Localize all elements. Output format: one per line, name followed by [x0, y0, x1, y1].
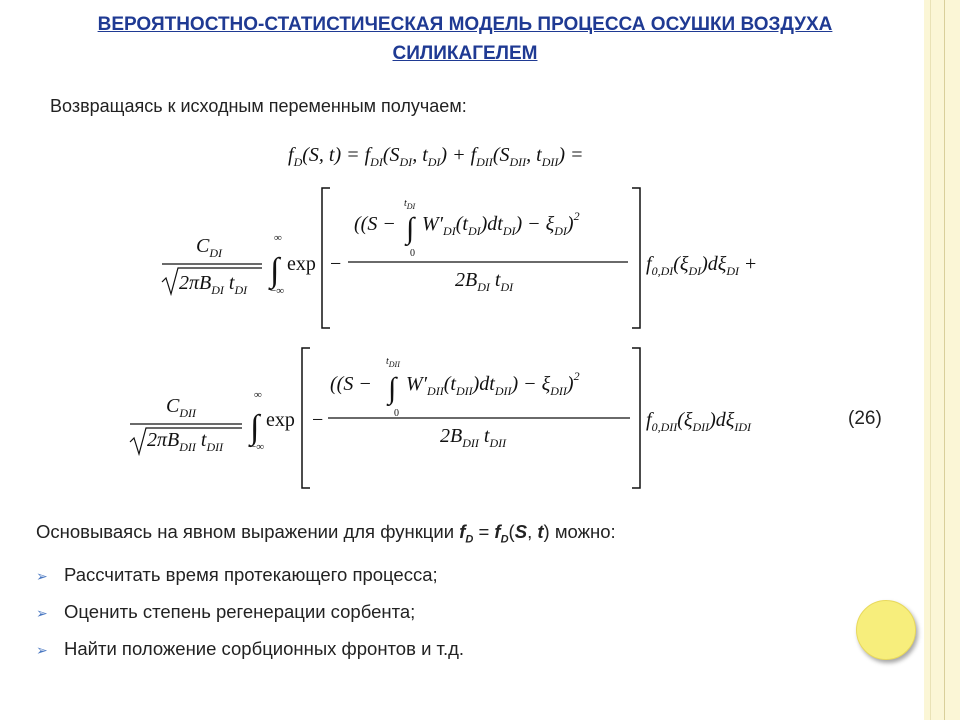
- equation-number: (26): [848, 408, 882, 429]
- svg-text:((S −: ((S −: [330, 373, 372, 395]
- bullet-arrow-icon: ➢: [36, 568, 48, 584]
- b2-int-lower: −∞: [250, 441, 265, 453]
- b1-inner-lower: 0: [410, 248, 415, 259]
- formula-line-1: [280, 136, 690, 176]
- gutter-rule-inner: [930, 0, 931, 720]
- b2-inner-lower: 0: [394, 408, 399, 419]
- svg-text:CDII: $C_{DII}$: [166, 395, 197, 420]
- bullet-item: ➢ Рассчитать время протекающего процесса;: [36, 563, 464, 600]
- svg-text:2πBDI tDI: $2\pi B_{DI}$ $t_{DI}$: [179, 272, 248, 297]
- explanation-paragraph: Основываясь на явном выражении для функции $f_D = f_D(S$, t) можно:: [36, 521, 616, 546]
- slide-title-line2: СИЛИКАГЕЛЕМ: [392, 43, 538, 64]
- b1-int-lower: −∞: [270, 285, 285, 297]
- bullet-list: [36, 563, 464, 674]
- b2-integral-sign: ∫: [250, 409, 260, 446]
- bullet-arrow-icon: ➢: [36, 642, 48, 658]
- b1-left-bracket: [322, 188, 330, 328]
- b1-coef-num: C: [196, 235, 210, 257]
- svg-text:W′DI(tDI)dtDI) − ξDI)2: $W'_{DI}(t_{DI})dt_{DI}) - \xi_{DI})^2$: [422, 209, 580, 238]
- b2-coef-num: C: [166, 395, 180, 417]
- bullet-arrow-icon: ➢: [36, 605, 48, 621]
- b1-inner-upper: $t_{DI}$: [404, 198, 416, 211]
- b1-right-bracket: [632, 188, 640, 328]
- formula-block-2: [120, 346, 800, 496]
- b1-integral-sign: ∫: [270, 252, 280, 289]
- svg-text:2BDI tDI: $2B_{DI}$ $t_{DI}$: [455, 269, 514, 294]
- slide-title-line1: ВЕРОЯТНОСТНО-СТАТИСТИЧЕСКАЯ МОДЕЛЬ ПРОЦЕССА ОСУШКИ ВОЗДУХА: [97, 14, 833, 35]
- bullet-item: ➢ Оценить степень регенерации сорбента;: [36, 600, 464, 637]
- b2-exp: exp: [266, 409, 295, 431]
- svg-text:f0,DII(ξDII)dξIDI: $f_{0,DII}(\xi_{DII})d\xi_{IDI}$: [646, 409, 752, 434]
- b2-int-upper: ∞: [254, 389, 262, 401]
- b2-left-bracket: [302, 348, 310, 488]
- b2-inner-integral: ∫: [388, 372, 397, 405]
- b1-exp: exp: [287, 253, 316, 275]
- b1-int-upper: ∞: [274, 232, 282, 244]
- slide-title: [30, 10, 900, 68]
- svg-text:2BDII tDII: $2B_{DII}$ $t_{DII}$: [440, 425, 507, 450]
- gutter-rule-outer: [944, 0, 945, 720]
- svg-text:CDI: $C_{DI}$: [196, 235, 223, 260]
- b2-minus: −: [312, 409, 324, 431]
- svg-text:((S −: ((S −: [354, 213, 396, 235]
- b1-inner-integral: ∫: [406, 212, 415, 245]
- svg-text:fD(S, t) = fDI(SDI, tDI) + fDI: $f_D(S$, $t) = f_{DI}(S_{DI}$, $t_{DI}) + f_{DII}(S_{DII}$, $t_{DII}$) =: [288, 144, 584, 169]
- b2-right-bracket: [632, 348, 640, 488]
- bullet-item: ➢ Найти положение сорбционных фронтов и т.д.: [36, 637, 464, 674]
- formula-block-1: [150, 186, 820, 336]
- b1-minus: −: [330, 253, 342, 275]
- decorative-circle: [856, 600, 916, 660]
- intro-text: Возвращаясь к исходным переменным получаем:: [50, 96, 467, 116]
- svg-text:f0,DI(ξDI)dξDI+: $f_{0,DI}(\xi_{DI})d\xi_{DI}$ +: [646, 253, 757, 278]
- svg-text:2πBDII tDII: $2\pi B_{DII}$ $t_{DII}$: [147, 429, 224, 454]
- f1-lhs: f: [288, 144, 294, 166]
- b2-inner-upper: $t_{DII}$: [386, 356, 400, 369]
- svg-text:W′DII(tDII)dtDII) − ξDII)2: $W'_{DII}(t_{DII})dt_{DII}) - \xi_{DII})^2$: [406, 369, 580, 398]
